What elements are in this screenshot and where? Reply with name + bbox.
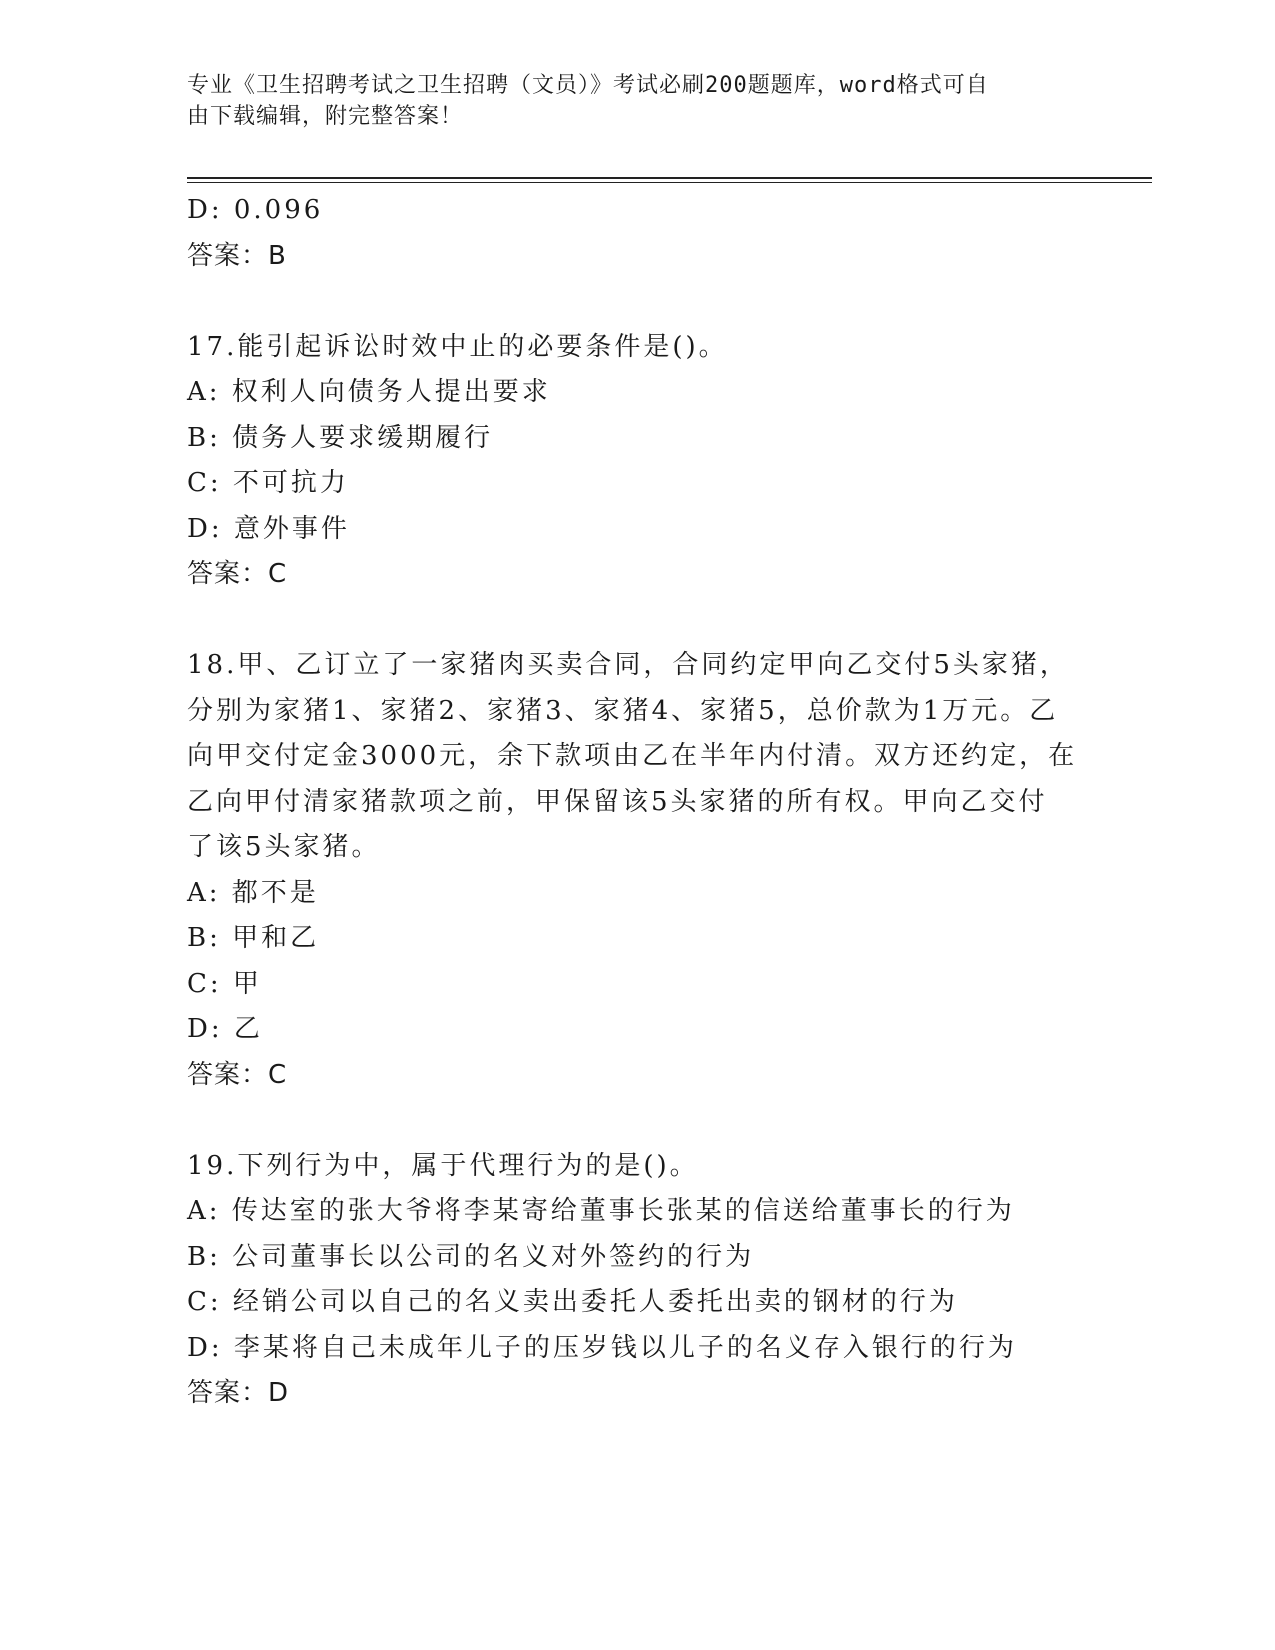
prev-answer: 答案：B — [187, 240, 287, 271]
option-d: D: 乙 — [187, 1014, 263, 1044]
option-c: C: 甲 — [187, 968, 262, 999]
question-content — [187, 188, 1087, 1417]
option-a: A: 都不是 — [187, 877, 319, 908]
answer: 答案：C — [187, 559, 288, 589]
header-line-2: 由下载编辑，附完整答案！ — [187, 104, 464, 129]
option-b: B: 债务人要求缓期履行 — [187, 422, 494, 453]
spacer — [187, 279, 1087, 325]
option-c: C: 经销公司以自己的名义卖出委托人委托出卖的钢材的行为 — [187, 1287, 958, 1317]
spacer — [187, 598, 1087, 644]
option-c: C: 不可抗力 — [187, 468, 349, 498]
question-18 — [187, 643, 1087, 1098]
question-stem-line: 19.下列行为中，属于代理行为的是()。 — [187, 1150, 699, 1181]
header-divider-thin — [187, 182, 1152, 183]
header-divider-thick — [187, 177, 1152, 179]
option-d: D: 李某将自己未成年儿子的压岁钱以儿子的名义存入银行的行为 — [187, 1332, 1017, 1363]
question-stem-line: 18.甲、乙订立了一家猪肉买卖合同，合同约定甲向乙交付5头家猪， — [187, 650, 1069, 680]
prev-option-d: D: 0.096 — [187, 195, 324, 225]
document-header — [187, 70, 1067, 132]
option-d: D: 意外事件 — [187, 513, 350, 544]
question-stem-line: 了该5头家猪。 — [187, 832, 381, 862]
answer: 答案：D — [187, 1378, 290, 1408]
header-line-1: 专业《卫生招聘考试之卫生招聘（文员）》考试必刷200题题库，word格式可自 — [187, 73, 989, 98]
question-stem-line: 分别为家猪1、家猪2、家猪3、家猪4、家猪5，总价款为1万元。乙 — [187, 695, 1059, 726]
question-17 — [187, 325, 1087, 598]
option-b: B: 公司董事长以公司的名义对外签约的行为 — [187, 1241, 755, 1272]
option-a: A: 传达室的张大爷将李某寄给董事长张某的信送给董事长的行为 — [187, 1196, 1015, 1226]
question-stem-line: 17.能引起诉讼时效中止的必要条件是()。 — [187, 331, 728, 362]
option-b: B: 甲和乙 — [187, 923, 320, 953]
question-19 — [187, 1144, 1087, 1417]
option-a: A: 权利人向债务人提出要求 — [187, 377, 551, 407]
spacer — [187, 1098, 1087, 1144]
answer: 答案：C — [187, 1059, 288, 1090]
question-stem-line: 乙向甲付清家猪款项之前，甲保留该5头家猪的所有权。甲向乙交付 — [187, 786, 1048, 817]
question-stem-line: 向甲交付定金3000元，余下款项由乙在半年内付清。双方还约定，在 — [187, 741, 1078, 771]
